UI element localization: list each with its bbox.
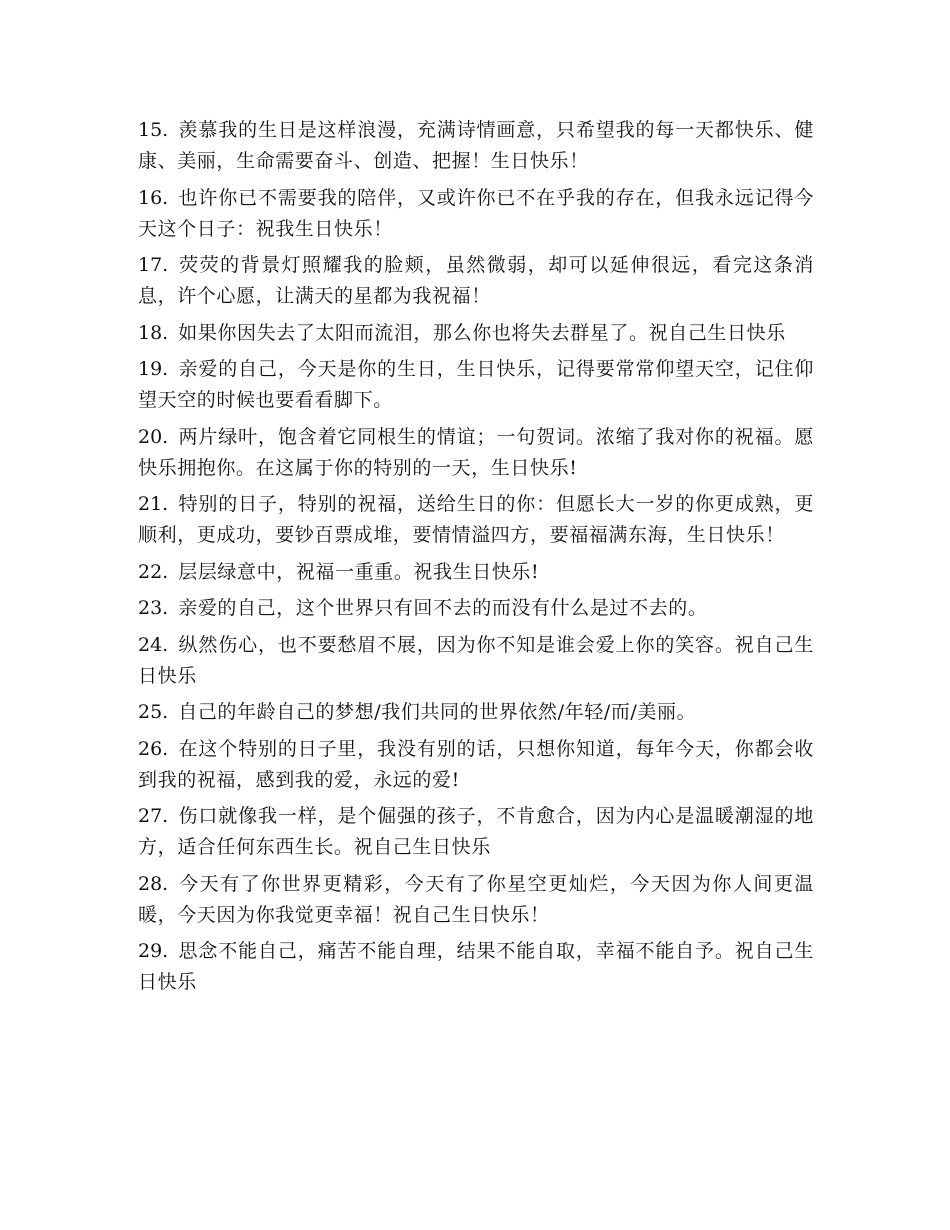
list-item [138, 250, 814, 312]
item-number: 15. [138, 119, 169, 141]
list-item [138, 630, 814, 692]
list-item [138, 697, 814, 728]
item-text: 也许你已不需要我的陪伴，又或许你已不在乎我的存在，但我永远记得今天这个日子：祝我生日快乐！ [138, 186, 814, 240]
list-item [138, 489, 814, 551]
item-text: 自己的年龄自己的梦想/我们共同的世界依然/年轻/而/美丽。 [178, 701, 697, 723]
item-text: 思念不能自己，痛苦不能自理，结果不能自取，幸福不能自予。祝自己生日快乐 [138, 940, 814, 993]
list-item [138, 557, 814, 588]
list-item [138, 115, 814, 177]
item-number: 25. [138, 701, 169, 723]
item-number: 24. [138, 633, 169, 656]
item-text: 荧荧的背景灯照耀我的脸颊，虽然微弱，却可以延伸很远，看完这条消息，许个心愿，让满天的星都为我祝福！ [138, 254, 814, 307]
item-number: 27. [138, 805, 169, 827]
item-text: 今天有了你世界更精彩，今天有了你星空更灿烂，今天因为你人间更温暖，今天因为你我觉更幸福！祝自己生日快乐！ [138, 872, 814, 926]
item-text: 特别的日子，特别的祝福，送给生日的你：但愿长大一岁的你更成熟，更顺利，更成功，要钞百票成堆，要情情溢四方，要福福满东海，生日快乐！ [138, 493, 814, 546]
item-text: 伤口就像我一样，是个倔强的孩子，不肯愈合，因为内心是温暖潮湿的地方，适合任何东西生长。祝自己生日快乐 [138, 805, 814, 858]
item-number: 28. [138, 872, 169, 895]
list-item [138, 869, 814, 931]
item-number: 21. [138, 493, 169, 515]
item-text: 两片绿叶，饱含着它同根生的情谊；一句贺词。浓缩了我对你的祝福。愿快乐拥抱你。在这属于你的特别的一天，生日快乐! [138, 425, 814, 479]
wish-list [138, 115, 814, 998]
list-item [138, 354, 814, 416]
list-item [138, 318, 814, 349]
list-item [138, 593, 814, 624]
item-text: 如果你因失去了太阳而流泪，那么你也将失去群星了。祝自己生日快乐 [178, 321, 786, 344]
item-number: 17. [138, 254, 169, 276]
list-item [138, 422, 814, 484]
item-number: 22. [138, 560, 169, 583]
list-item [138, 183, 814, 245]
item-number: 23. [138, 597, 169, 619]
list-item [138, 734, 814, 796]
item-number: 20. [138, 425, 169, 448]
item-number: 29. [138, 940, 169, 962]
item-number: 19. [138, 358, 169, 380]
list-item [138, 801, 814, 863]
item-text: 在这个特别的日子里，我没有别的话，只想你知道，每年今天，你都会收到我的祝福，感到我的爱，永远的爱! [138, 737, 814, 791]
item-text: 纵然伤心，也不要愁眉不展，因为你不知是谁会爱上你的笑容。祝自己生日快乐 [138, 633, 814, 687]
item-text: 层层绿意中，祝福一重重。祝我生日快乐! [178, 560, 540, 583]
item-text: 亲爱的自己，今天是你的生日，生日快乐，记得要常常仰望天空，记住仰望天空的时候也要看看脚下。 [138, 358, 814, 411]
item-number: 18. [138, 321, 169, 344]
item-number: 16. [138, 186, 169, 209]
list-item [138, 936, 814, 998]
item-text: 亲爱的自己，这个世界只有回不去的而没有什么是过不去的。 [178, 597, 708, 619]
item-text: 羡慕我的生日是这样浪漫，充满诗情画意，只希望我的每一天都快乐、健康、美丽，生命需要奋斗、创造、把握！生日快乐！ [138, 119, 814, 172]
item-number: 26. [138, 737, 169, 760]
